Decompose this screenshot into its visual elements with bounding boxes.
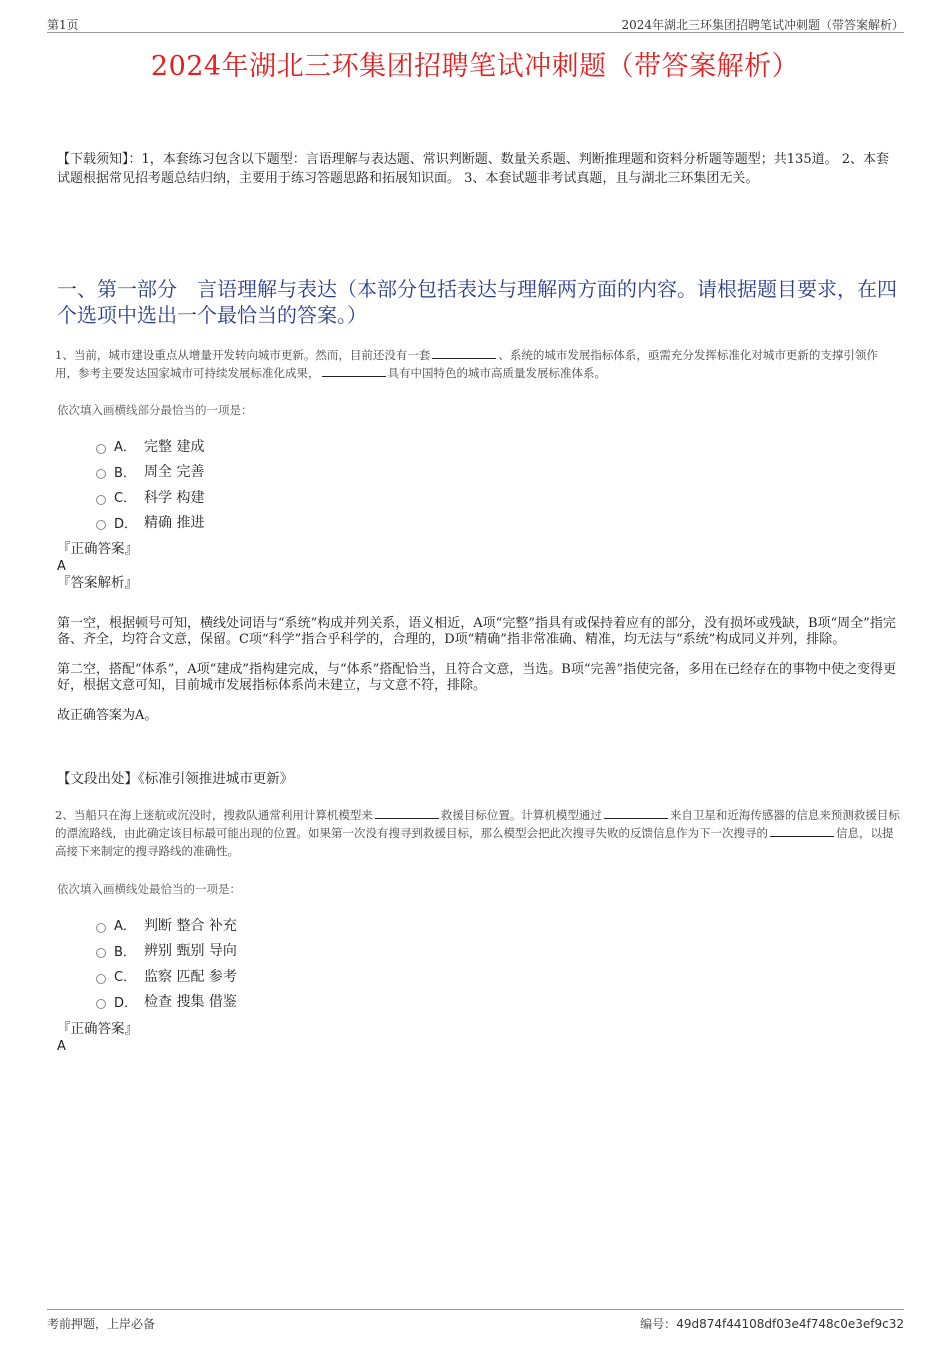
- radio-icon[interactable]: [96, 444, 106, 454]
- radio-icon[interactable]: [96, 495, 106, 505]
- page-footer: [47, 1309, 904, 1332]
- question-1-text: [55, 346, 900, 382]
- option-text: 完整 建成: [144, 438, 205, 455]
- question-2-text-part: 信息，以提高接下来制定的搜寻路线的准确性。: [55, 826, 894, 858]
- question-1-text-part: 1、当前，城市建设重点从增量开发转向城市更新。然而，目前还没有一套: [55, 348, 431, 362]
- question-1-options: [96, 433, 596, 535]
- analysis-label: 『答案解析』: [57, 575, 138, 591]
- footer-slogan: 考前押题，上岸必备: [47, 1317, 156, 1331]
- option-c[interactable]: [96, 963, 596, 989]
- option-letter: B．: [114, 944, 136, 960]
- option-d[interactable]: [96, 510, 596, 536]
- option-text: 科学 构建: [144, 489, 205, 506]
- analysis-paragraph: 第二空，搭配“体系”，A项“建成”指构建完成，与“体系”搭配恰当，且符合文意，当选。B项“完善”指使完备，多用在已经存在的事物中使之变得更好，根据文意可知，目前城市发展指标体系尚未建立，与文意不符，排除。: [57, 662, 897, 693]
- option-c[interactable]: [96, 484, 596, 510]
- question-2-answer: [57, 1021, 900, 1055]
- question-2-text: [55, 806, 900, 860]
- option-a[interactable]: [96, 433, 596, 459]
- radio-icon[interactable]: [96, 948, 106, 958]
- option-b[interactable]: [96, 938, 596, 964]
- option-text: 监察 匹配 参考: [144, 968, 237, 985]
- option-letter: A．: [114, 440, 136, 456]
- fill-blank: [375, 807, 439, 819]
- option-text: 检查 搜集 借鉴: [144, 994, 237, 1011]
- fill-blank: [604, 807, 668, 819]
- header-doc-title: 2024年湖北三环集团招聘笔试冲刺题（带答案解析）: [621, 18, 904, 32]
- footer-code-value: 49d874f44108df03e4f748c0e3ef9c32: [676, 1317, 904, 1331]
- radio-icon[interactable]: [96, 999, 106, 1009]
- page-number: 第1页: [47, 18, 79, 32]
- fill-blank: [770, 825, 834, 837]
- question-2-text-part: 救援目标位置。计算机模型通过: [440, 808, 602, 822]
- option-b[interactable]: [96, 459, 596, 485]
- question-2-text-part: 2、当船只在海上迷航或沉没时，搜救队通常利用计算机模型来: [55, 808, 373, 822]
- option-letter: C．: [114, 491, 137, 507]
- document-title: 2024年湖北三环集团招聘笔试冲刺题（带答案解析）: [150, 51, 800, 82]
- option-letter: D．: [114, 516, 138, 532]
- section-title: 一、第一部分 言语理解与表达（本部分包括表达与理解两方面的内容。请根据题目要求，在四个选项中选出一个最恰当的答案。）: [57, 277, 897, 327]
- question-1-prompt: 依次填入画横线部分最恰当的一项是：: [57, 403, 253, 417]
- analysis-paragraph: 第一空，根据顿号可知，横线处词语与“系统”构成并列关系，语义相近，A项“完整”指具有或保持着应有的部分，没有损坏或残缺，B项“周全”指完备、齐全，均符合文意，保留。C项“科学”指合乎科学的，合理的，D项“精确”指非常准确、精准，均无法与“系统”构成同义并列，排除。: [57, 616, 896, 647]
- radio-icon[interactable]: [96, 923, 106, 933]
- answer-label: 『正确答案』: [57, 1021, 138, 1037]
- download-notice: 【下载须知】：1，本套练习包含以下题型：言语理解与表达题、常识判断题、数量关系题、判断推理题和资料分析题等题型；共135道。 2、本套试题根据常见招考题总结归纳，主要用于练习答题思路和拓展知识面。 3、本套试题非考试真题，且与湖北三环集团无关。: [57, 152, 889, 186]
- analysis-paragraph: 故正确答案为A。: [57, 708, 158, 723]
- option-text: 周全 完善: [144, 464, 205, 481]
- option-text: 判断 整合 补充: [144, 917, 237, 934]
- question-1-text-part: 具有中国特色的城市高质量发展标准体系。: [387, 366, 606, 380]
- option-letter: D．: [114, 995, 138, 1011]
- option-text: 辨别 甄别 导向: [144, 943, 237, 960]
- answer-value: A: [57, 1039, 66, 1054]
- option-d[interactable]: [96, 989, 596, 1015]
- option-letter: A．: [114, 919, 136, 935]
- question-1-analysis: [57, 616, 900, 738]
- question-2-text-part: 来自卫星和近海传感器的信息来预测救援目标的漂流路线，由此确定该目标最可能出现的位置。如果第一次没有搜寻到救援目标，那么模型会把此次搜寻失败的反馈信息作为下一次搜寻的: [55, 808, 900, 840]
- option-text: 精确 推进: [144, 515, 205, 532]
- page-header: [47, 14, 904, 33]
- radio-icon[interactable]: [96, 520, 106, 530]
- fill-blank: [322, 365, 386, 377]
- footer-code: [640, 1315, 904, 1332]
- question-1-answer: [57, 541, 900, 592]
- question-1-text-part: 、系统的城市发展指标体系，亟需充分发挥标准化对城市更新的支撑引领作用，参考主要发达国家城市可持续发展标准化成果，: [55, 348, 878, 380]
- question-1-source: 【文段出处】《标准引领推进城市更新》: [57, 771, 294, 787]
- answer-value: A: [57, 559, 66, 574]
- footer-code-label: 编号：: [640, 1317, 677, 1331]
- radio-icon[interactable]: [96, 974, 106, 984]
- question-2-prompt: 依次填入画横线处最恰当的一项是：: [57, 882, 241, 896]
- question-2-options: [96, 912, 596, 1014]
- fill-blank: [432, 347, 496, 359]
- option-a[interactable]: [96, 912, 596, 938]
- option-letter: B．: [114, 465, 136, 481]
- answer-label: 『正确答案』: [57, 541, 138, 557]
- option-letter: C．: [114, 970, 137, 986]
- radio-icon[interactable]: [96, 469, 106, 479]
